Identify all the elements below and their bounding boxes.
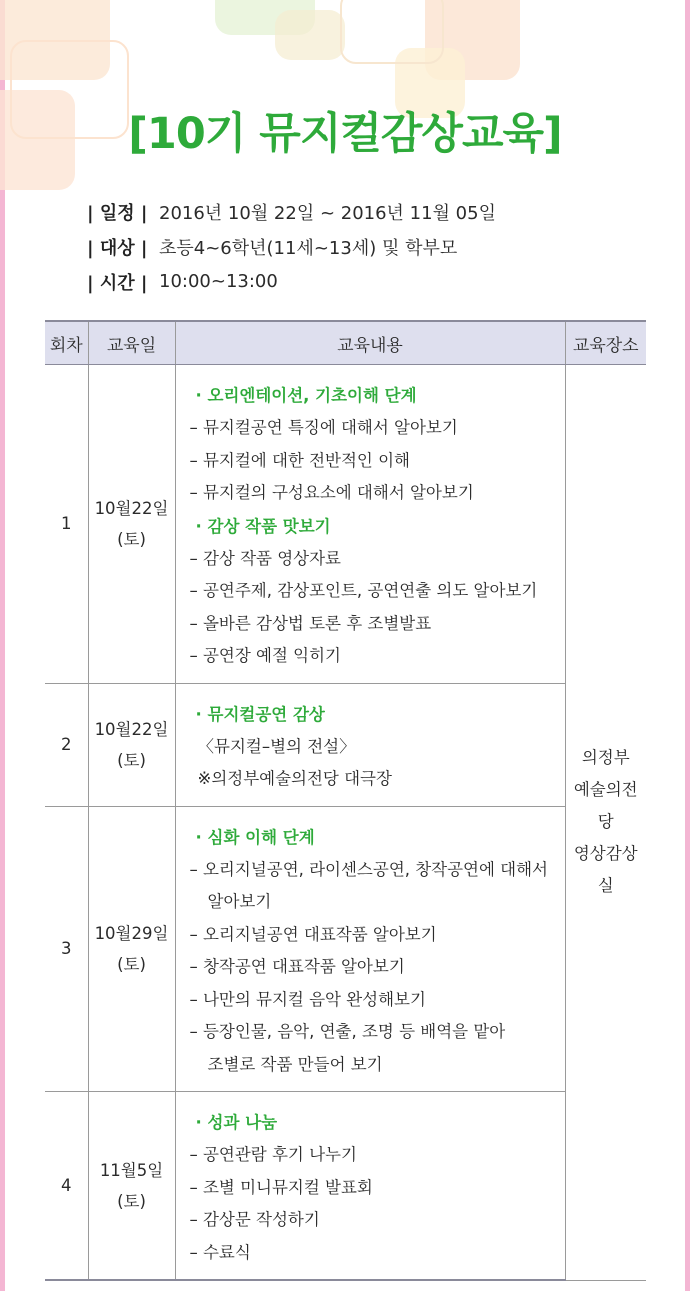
- page-title: [10기 뮤지컬감상교육]: [128, 109, 562, 159]
- content-item: – 오리지널공연 대표작품 알아보기: [189, 924, 437, 944]
- content-item: – 뮤지컬의 구성요소에 대해서 알아보기: [189, 483, 474, 502]
- content-item: – 오리지널공연, 라이센스공연, 창작공연에 대해서: [189, 859, 548, 879]
- session-content: [175, 683, 565, 806]
- content-item: 알아보기: [207, 892, 272, 911]
- session-date: 10월22일 (토): [88, 365, 175, 684]
- left-border: [0, 0, 5, 1291]
- content-heading: · 감상 작품 맛보기: [195, 516, 331, 536]
- info-value: 2016년 10월 22일 ~ 2016년 11월 05일: [159, 202, 496, 224]
- content-item: – 올바른 감상법 토론 후 조별발표: [189, 613, 432, 633]
- content-item: – 창작공연 대표작품 알아보기: [189, 957, 405, 976]
- info-block: [87, 194, 496, 299]
- schedule-table: [45, 320, 646, 1281]
- session-number: 3: [45, 806, 88, 1092]
- content-item: – 감상문 작성하기: [189, 1210, 320, 1229]
- session-content: [175, 365, 565, 684]
- content-item: – 감상 작품 영상자료: [189, 548, 341, 568]
- header-date: 교육일: [88, 321, 175, 365]
- content-item: – 공연주제, 감상포인트, 공연연출 의도 알아보기: [189, 581, 538, 600]
- session-date: 11월5일 (토): [88, 1092, 175, 1281]
- content-item: – 뮤지컬공연 특징에 대해서 알아보기: [189, 418, 458, 437]
- info-label: | 일정 |: [87, 202, 148, 224]
- header-content: 교육내용: [175, 321, 565, 365]
- content-item: – 뮤지컬에 대한 전반적인 이해: [189, 450, 410, 470]
- content-heading: · 뮤지컬공연 감상: [195, 704, 325, 724]
- session-number: 2: [45, 683, 88, 806]
- table-row: [45, 365, 646, 684]
- content-item: – 수료식: [189, 1242, 251, 1262]
- content-item: – 공연장 예절 익히기: [189, 646, 341, 665]
- session-number: 4: [45, 1092, 88, 1281]
- info-row-schedule: [87, 194, 496, 229]
- session-date: 10월29일 (토): [88, 806, 175, 1092]
- session-content: [175, 806, 565, 1092]
- header-place: 교육장소: [565, 321, 646, 365]
- info-label: | 대상 |: [87, 237, 148, 259]
- session-content: [175, 1092, 565, 1281]
- info-value: 초등4~6학년(11세~13세) 및 학부모: [159, 237, 458, 259]
- table-row: [45, 1092, 646, 1281]
- content-heading: · 오리엔테이션, 기초이해 단계: [195, 386, 417, 405]
- content-heading: · 성과 나눔: [195, 1113, 278, 1132]
- content-item: – 등장인물, 음악, 연출, 조명 등 배역을 맡아: [189, 1022, 506, 1041]
- content-item: ※의정부예술의전당 대극장: [197, 769, 392, 788]
- content-item: – 나만의 뮤지컬 음악 완성해보기: [189, 989, 426, 1009]
- right-border: [685, 0, 690, 1291]
- table-row: [45, 806, 646, 1092]
- info-value: 10:00~13:00: [159, 271, 278, 292]
- content-item: 조별로 작품 만들어 보기: [207, 1054, 383, 1074]
- content-heading: · 심화 이해 단계: [195, 827, 315, 847]
- info-label: | 시간 |: [87, 272, 148, 294]
- session-place: 의정부 예술의전당 영상감상실: [565, 365, 646, 1281]
- content-item: 〈뮤지컬–별의 전설〉: [197, 736, 356, 756]
- content-item: – 공연관람 후기 나누기: [189, 1145, 357, 1164]
- header-session: 회차: [45, 321, 88, 365]
- content-item: – 조별 미니뮤지컬 발표회: [189, 1177, 373, 1197]
- table-row: [45, 683, 646, 806]
- info-row-target: [87, 229, 496, 264]
- session-date: 10월22일 (토): [88, 683, 175, 806]
- table-header-row: [45, 321, 646, 365]
- info-row-time: [87, 264, 496, 299]
- session-number: 1: [45, 365, 88, 684]
